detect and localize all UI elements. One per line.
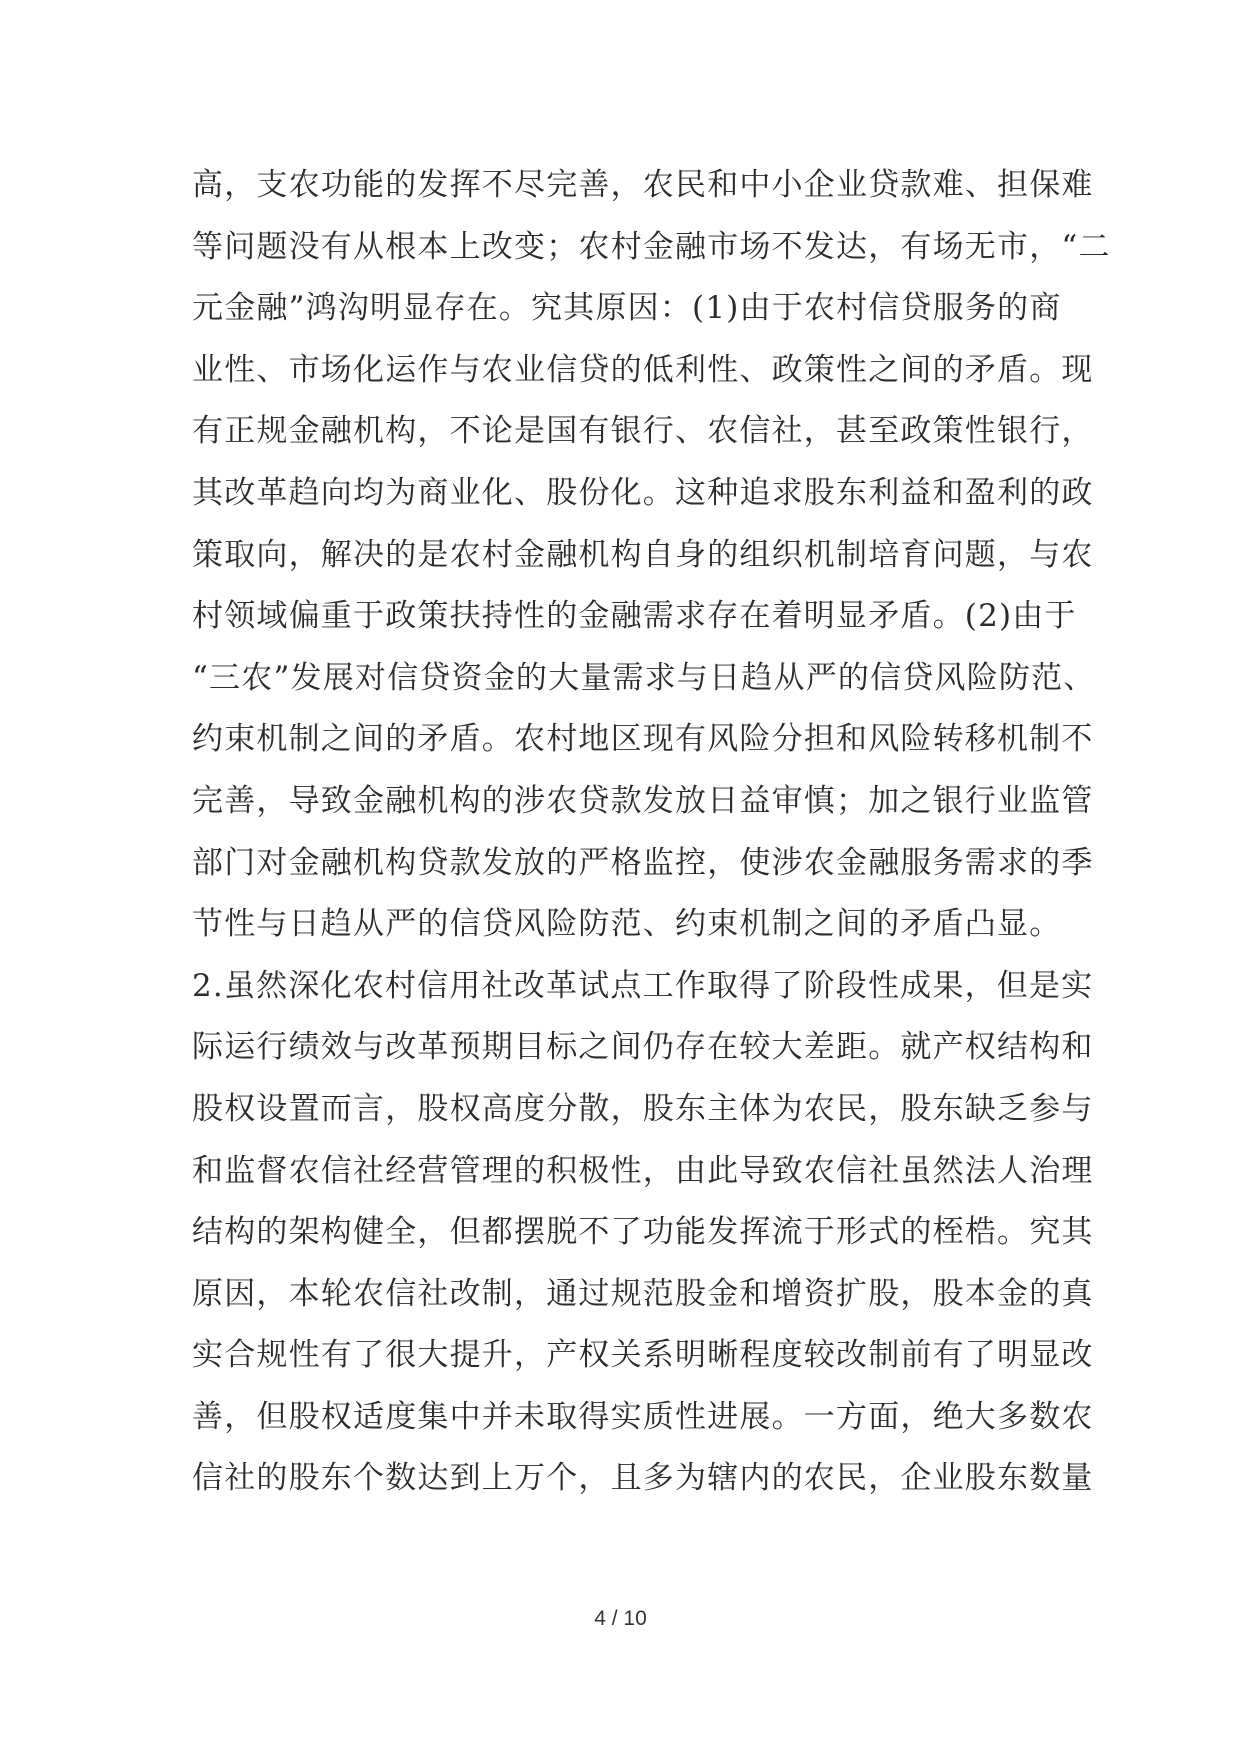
body-text (192, 155, 1111, 1510)
text-line: 村领域偏重于政策扶持性的金融需求存在着明显矛盾。(2)由于 (192, 598, 1077, 635)
text-line: 股权设置而言，股权高度分散，股东主体为农民，股东缺乏参与 (192, 1090, 1094, 1127)
text-line: 完善，导致金融机构的涉农贷款发放日益审慎；加之银行业监管 (192, 782, 1094, 819)
text-line: 其改革趋向均为商业化、股份化。这种追求股东利益和盈利的政 (192, 474, 1094, 511)
text-line: 和监督农信社经营管理的积极性，由此导致农信社虽然法人治理 (192, 1152, 1094, 1189)
text-line: 元金融”鸿沟明显存在。究其原因：(1)由于农村信贷服务的商 (192, 290, 1062, 327)
page-number: 4 / 10 (594, 1607, 647, 1630)
text-line: 原因，本轮农信社改制，通过规范股金和增资扩股，股本金的真 (192, 1275, 1094, 1312)
text-line: 际运行绩效与改革预期目标之间仍存在较大差距。就产权结构和 (192, 1029, 1094, 1066)
text-line: 高，支农功能的发挥不尽完善，农民和中小企业贷款难、担保难 (192, 167, 1094, 203)
text-line: 业性、市场化运作与农业信贷的低利性、政策性之间的矛盾。现 (192, 351, 1094, 388)
text-line: 信社的股东个数达到上万个，且多为辖内的农民，企业股东数量 (192, 1460, 1094, 1497)
text-line: 部门对金融机构贷款发放的严格监控，使涉农金融服务需求的季 (192, 844, 1094, 881)
text-line: “三农”发展对信贷资金的大量需求与日趋从严的信贷风险防范、 (192, 659, 1096, 696)
text-line: 约束机制之间的矛盾。农村地区现有风险分担和风险转移机制不 (192, 721, 1094, 758)
text-line: 2.虽然深化农村信用社改革试点工作取得了阶段性成果，但是实 (192, 967, 1094, 1004)
text-line: 有正规金融机构，不论是国有银行、农信社，甚至政策性银行， (192, 413, 1094, 450)
text-line: 策取向，解决的是农村金融机构自身的组织机制培育问题，与农 (192, 536, 1094, 573)
text-line: 等问题没有从根本上改变；农村金融市场不发达，有场无市，“二 (192, 228, 1111, 265)
text-line: 结构的架构健全，但都摆脱不了功能发挥流于形式的桎梏。究其 (192, 1214, 1094, 1251)
text-line: 节性与日趋从严的信贷风险防范、约束机制之间的矛盾凸显。 (192, 906, 1062, 943)
text-line: 实合规性有了很大提升，产权关系明晰程度较改制前有了明显改 (192, 1337, 1094, 1374)
text-line: 善，但股权适度集中并未取得实质性进展。一方面，绝大多数农 (192, 1398, 1094, 1435)
